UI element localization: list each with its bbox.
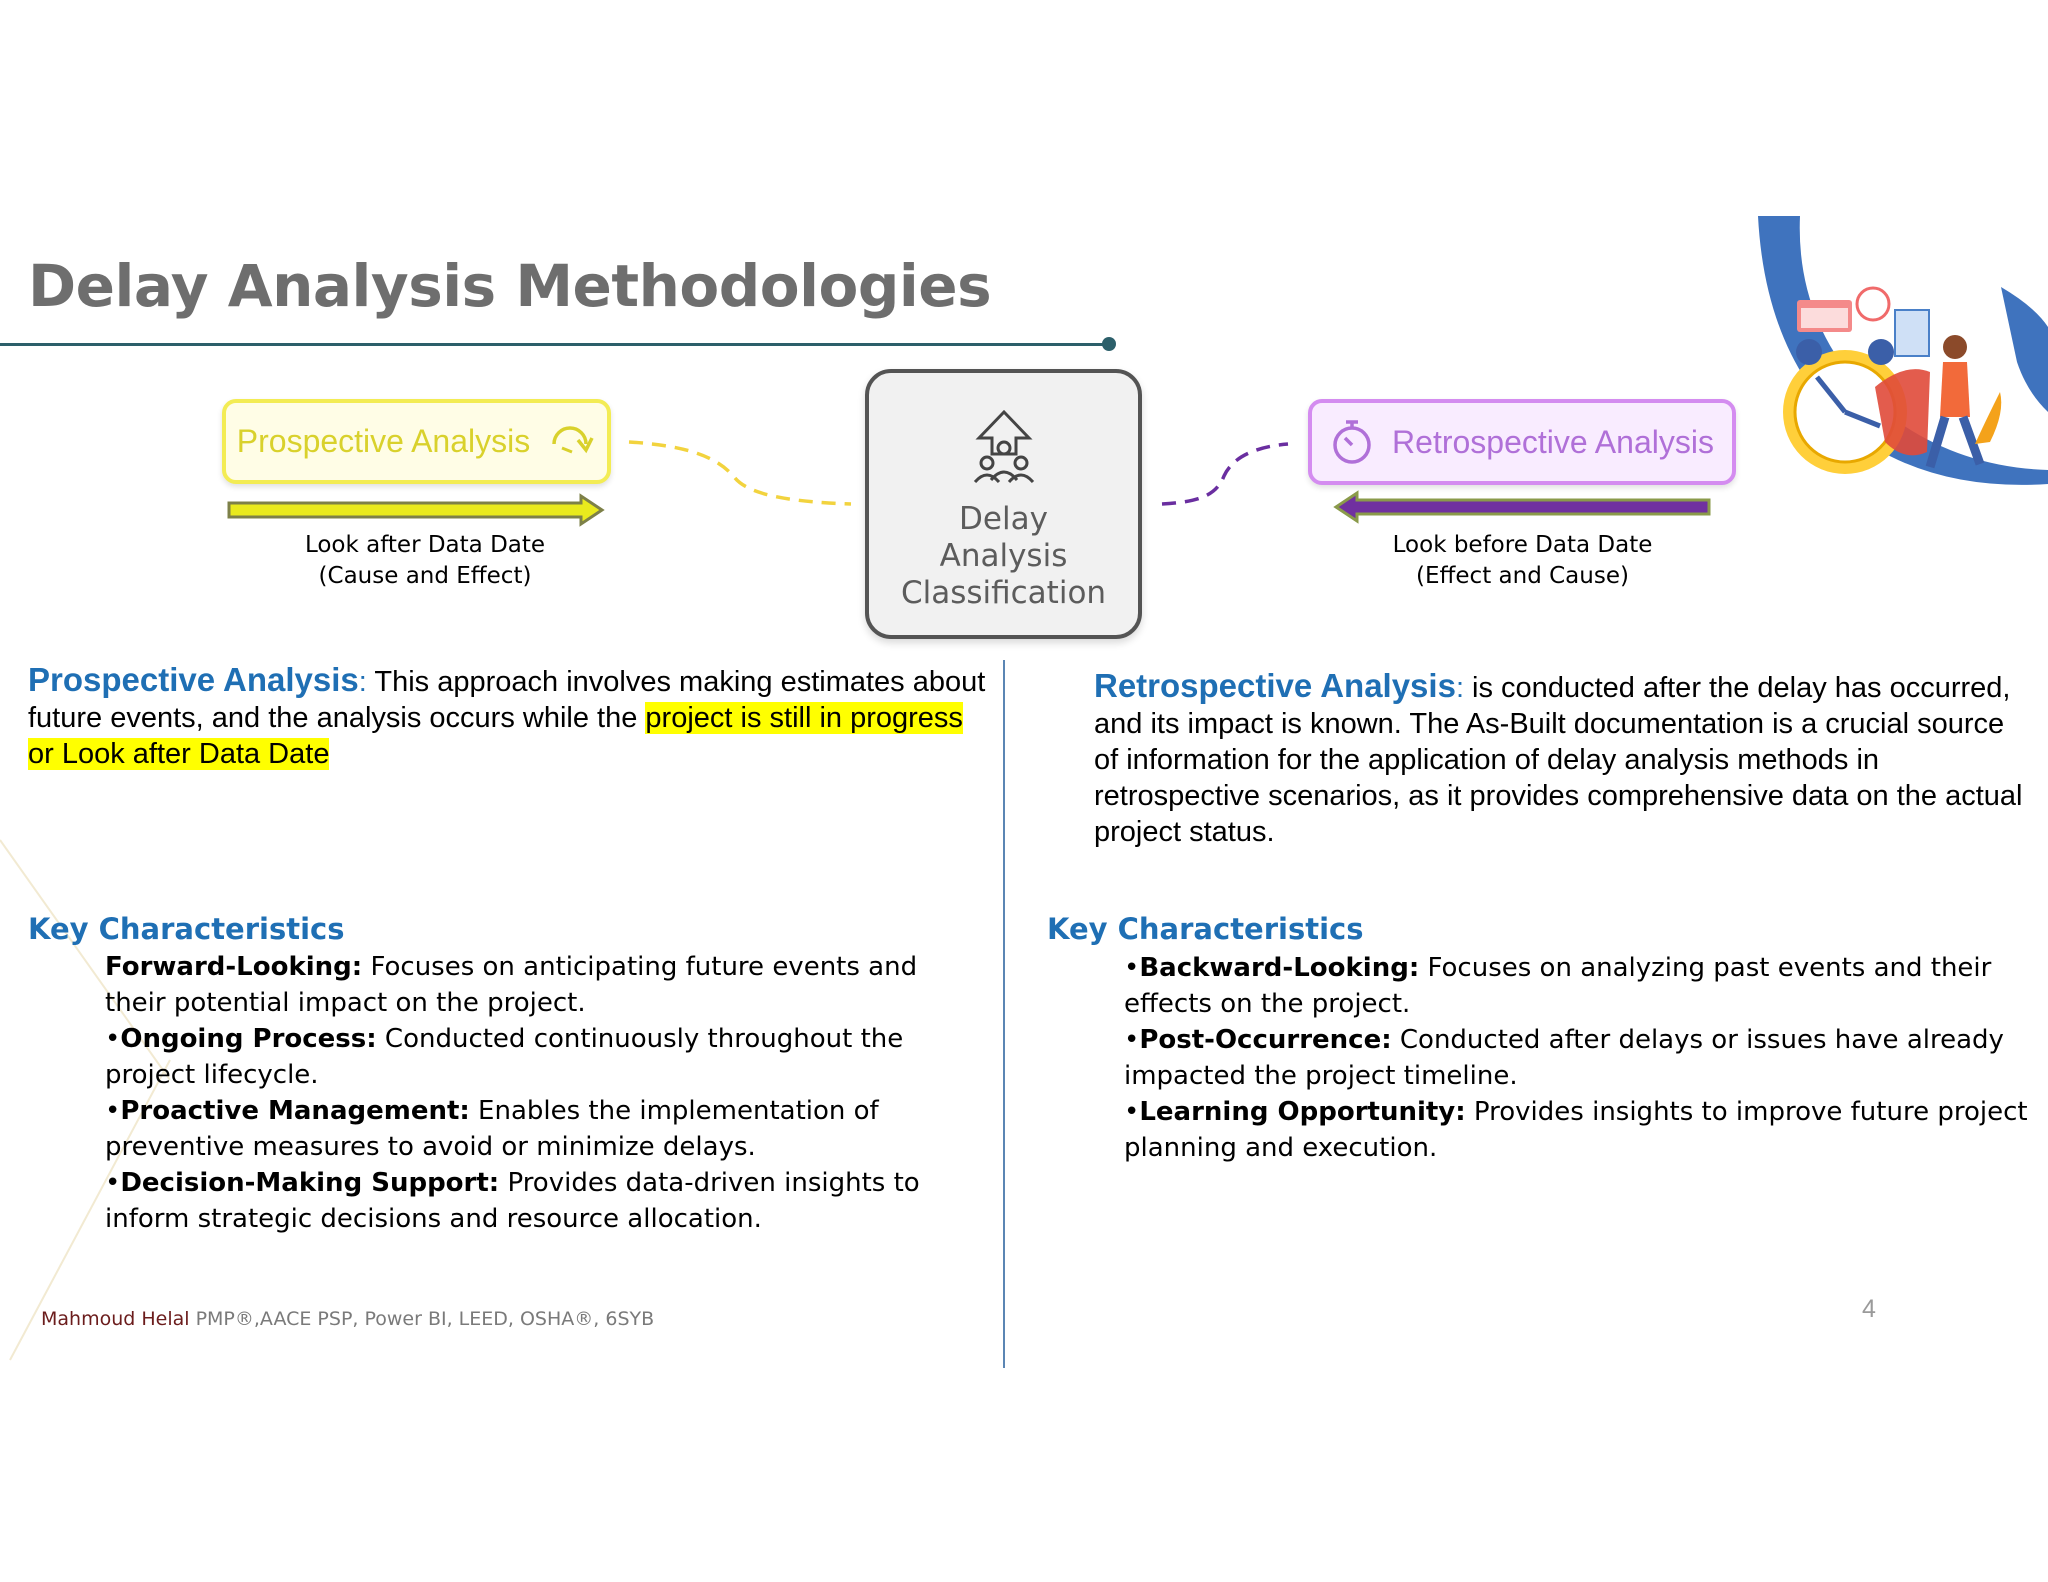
connector-retrospective: [1158, 438, 1293, 510]
list-item: [1124, 1094, 2048, 1166]
list-item: [105, 949, 965, 1021]
title-underline-dot: [1102, 337, 1116, 351]
prospective-heading: Prospective Analysis: [28, 661, 359, 698]
page-title: Delay Analysis Methodologies: [28, 252, 992, 320]
prospective-caption-line-1: Look after Data Date: [304, 532, 546, 558]
list-item-term: Learning Opportunity:: [1139, 1097, 1466, 1127]
author-credentials: PMP®,AACE PSP, Power BI, LEED, OSHA®, 6SYB: [189, 1308, 655, 1330]
list-item-desc: Focuses on analyzing past events and their effects on the project.: [1124, 953, 1992, 1019]
retrospective-arrow: [1332, 490, 1712, 524]
list-item-desc: Provides data-driven insights to inform strategic decisions and resource allocation.: [105, 1168, 920, 1234]
footer-author: [41, 1308, 654, 1330]
list-item-term: Decision-Making Support:: [120, 1168, 500, 1198]
retrospective-colon: :: [1455, 672, 1464, 704]
list-item: [105, 1165, 965, 1237]
list-item: [1124, 1022, 2048, 1094]
retrospective-characteristics-list: [1124, 950, 2048, 1166]
retrospective-caption: [1360, 530, 1685, 592]
retrospective-caption-line-1: Look before Data Date: [1392, 532, 1653, 558]
retrospective-heading: Retrospective Analysis: [1094, 667, 1456, 704]
list-item: [105, 1021, 965, 1093]
refresh-arrow-icon: [548, 422, 596, 462]
list-item-desc: Conducted continuously throughout the project lifecycle.: [105, 1024, 904, 1090]
list-item-term: Ongoing Process:: [120, 1024, 377, 1054]
retrospective-analysis-pill: [1308, 399, 1736, 485]
column-divider: [1003, 660, 1005, 1368]
list-item-term: Forward-Looking:: [105, 952, 363, 982]
list-bullet: •: [1124, 1025, 1140, 1055]
list-item-term: Post-Occurrence:: [1139, 1025, 1392, 1055]
list-item-term: Proactive Management:: [120, 1096, 470, 1126]
retrospective-pill-label: Retrospective Analysis: [1392, 423, 1714, 460]
retrospective-key-characteristics-title: Key Characteristics: [1047, 912, 1364, 946]
center-line-1: Delay: [959, 501, 1048, 537]
retrospective-caption-line-2: (Effect and Cause): [1416, 563, 1629, 589]
list-item: [105, 1093, 965, 1165]
prospective-characteristics-list: [105, 949, 965, 1237]
prospective-colon: :: [358, 666, 367, 698]
prospective-caption: [260, 530, 590, 592]
center-line-2: Analysis: [939, 538, 1068, 574]
clock-illustration: [1755, 212, 2048, 492]
prospective-pill-label: Prospective Analysis: [236, 423, 531, 459]
people-arrow-icon: [969, 408, 1039, 488]
list-item: [1124, 950, 2048, 1022]
list-item-desc: Enables the implementation of preventive measures to avoid or minimize delays.: [105, 1096, 879, 1162]
page-number: 4: [1862, 1295, 1876, 1323]
list-item-term: Backward-Looking:: [1139, 953, 1420, 983]
prospective-text: This approach involves making estimates about future events, and the analysis occurs while the: [28, 666, 986, 734]
prospective-analysis-pill: [222, 399, 611, 484]
stopwatch-icon: [1330, 418, 1374, 466]
delay-analysis-classification-box: [865, 369, 1142, 639]
list-bullet: •: [1124, 953, 1140, 983]
center-line-3: Classification: [900, 575, 1107, 611]
list-item-desc: Focuses on anticipating future events and their potential impact on the project.: [105, 952, 918, 1018]
prospective-intro: [28, 662, 988, 772]
prospective-highlight: project is still in progress or Look after Data Date: [28, 702, 963, 770]
list-bullet: •: [105, 1096, 121, 1126]
list-item-desc: Conducted after delays or issues have already impacted the project timeline.: [1124, 1025, 2004, 1091]
retrospective-intro: [1094, 668, 2034, 850]
connector-prospective: [625, 436, 855, 510]
list-bullet: •: [105, 1168, 121, 1198]
prospective-arrow: [226, 493, 606, 527]
title-underline: [0, 343, 1108, 346]
retrospective-text: is conducted after the delay has occurred, and its impact is known. The As-Built documentation is a crucial source of information for the application of delay analysis methods in retrospective scenarios, as it provides comprehensive data on the actual project status.: [1094, 672, 2023, 848]
list-item-desc: Provides insights to improve future project planning and execution.: [1124, 1097, 2028, 1163]
list-bullet: •: [105, 1024, 121, 1054]
prospective-caption-line-2: (Cause and Effect): [318, 563, 532, 589]
author-name: Mahmoud Helal: [41, 1308, 190, 1330]
list-bullet: •: [1124, 1097, 1140, 1127]
prospective-key-characteristics-title: Key Characteristics: [28, 912, 345, 946]
